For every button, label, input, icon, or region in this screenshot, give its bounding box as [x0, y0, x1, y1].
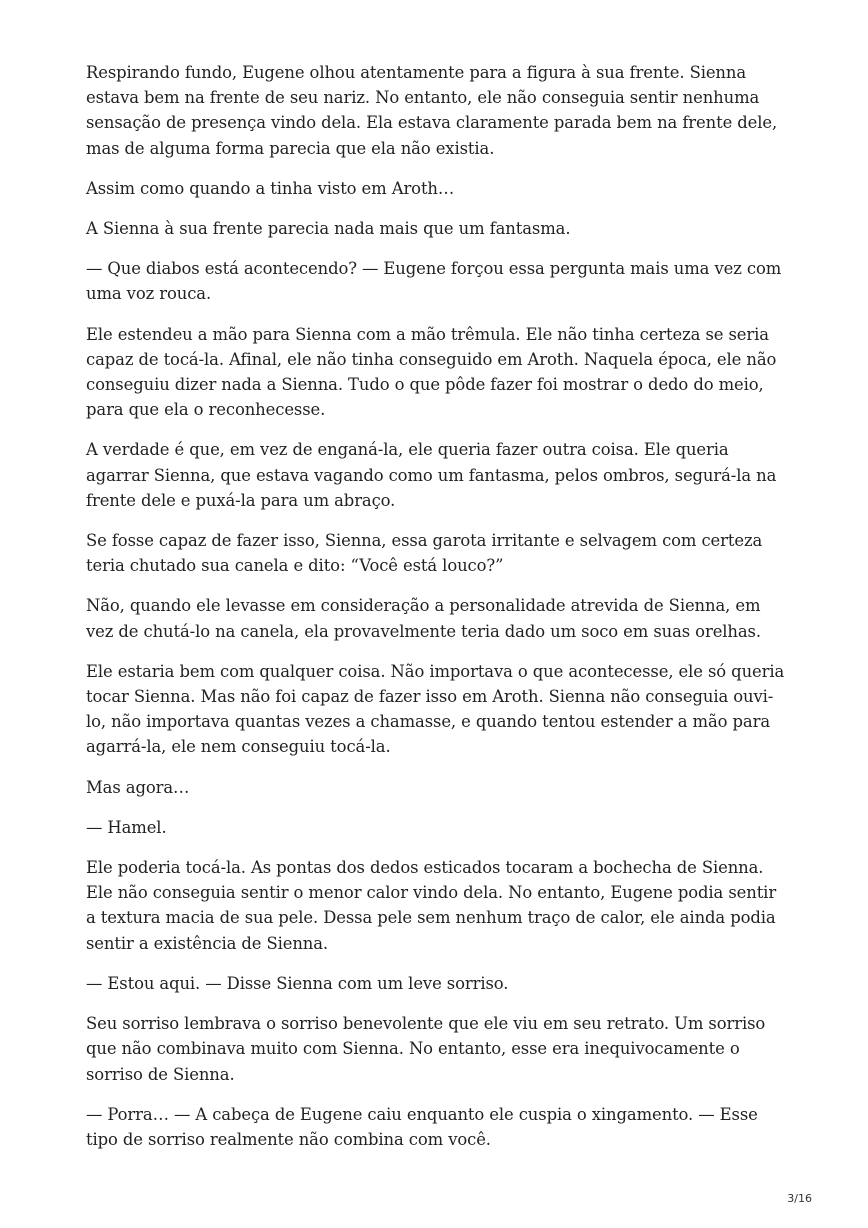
paragraph: — Hamel.: [86, 817, 167, 837]
paragraph: — Porra… — A cabeça de Eugene caiu enquanto ele cuspia o xingamento. — Esse tipo de sorriso realmente não combina com você.: [86, 1104, 758, 1149]
paragraph: Ele poderia tocá-la. As pontas dos dedos esticados tocaram a bochecha de Sienna. Ele não conseguia sentir o menor calor vindo dela. No entanto, Eugene podia sentir a textura macia de sua pele. Dessa pele sem nenhum traço de calor, ele ainda podia sentir a existência de Sienna.: [86, 858, 777, 953]
paragraph: Ele estendeu a mão para Sienna com a mão trêmula. Ele não tinha certeza se seria capaz de tocá-la. Afinal, ele não tinha conseguido em Aroth. Naquela época, ele não conseguiu dizer nada a Sienna. Tudo o que pôde fazer foi mostrar o dedo do meio, para que ela o reconhecesse.: [86, 324, 777, 420]
paragraph: — Estou aqui. — Disse Sienna com um leve sorriso.: [86, 973, 509, 993]
paragraph: Mas agora…: [86, 777, 190, 797]
document-body: [86, 60, 786, 1167]
paragraph: Ele estaria bem com qualquer coisa. Não importava o que acontecesse, ele só queria tocar Sienna. Mas não foi capaz de fazer isso em Aroth. Sienna não conseguia ouvi-lo, não importava quantas vezes a chamasse, e quando tentou estender a mão para agarrá-la, ele nem conseguiu tocá-la.: [86, 661, 785, 757]
paragraph: Não, quando ele levasse em consideração a personalidade atrevida de Sienna, em vez de chutá-lo na canela, ela provavelmente teria dado um soco em suas orelhas.: [86, 596, 761, 641]
page-number: 3/16: [787, 1192, 812, 1205]
paragraph: A Sienna à sua frente parecia nada mais que um fantasma.: [86, 219, 571, 239]
paragraph: Assim como quando a tinha visto em Aroth…: [86, 178, 455, 198]
paragraph: — Que diabos está acontecendo? — Eugene forçou essa pergunta mais uma vez com uma voz rouca.: [86, 259, 782, 304]
paragraph: Se fosse capaz de fazer isso, Sienna, essa garota irritante e selvagem com certeza teria chutado sua canela e dito: “Você está louco?”: [86, 531, 763, 576]
paragraph: Respirando fundo, Eugene olhou atentamente para a figura à sua frente. Sienna estava bem na frente de seu nariz. No entanto, ele não conseguia sentir nenhuma sensação de presença vindo dela. Ela estava claramente parada bem na frente dele, mas de alguma forma parecia que ela não existia.: [86, 63, 778, 158]
paragraph: A verdade é que, em vez de enganá-la, ele queria fazer outra coisa. Ele queria agarrar Sienna, que estava vagando como um fantasma, pelos ombros, segurá-la na frente dele e puxá-la para um abraço.: [86, 440, 777, 510]
paragraph: Seu sorriso lembrava o sorriso benevolente que ele viu em seu retrato. Um sorriso que não combinava muito com Sienna. No entanto, esse era inequivocamente o sorriso de Sienna.: [86, 1014, 766, 1084]
